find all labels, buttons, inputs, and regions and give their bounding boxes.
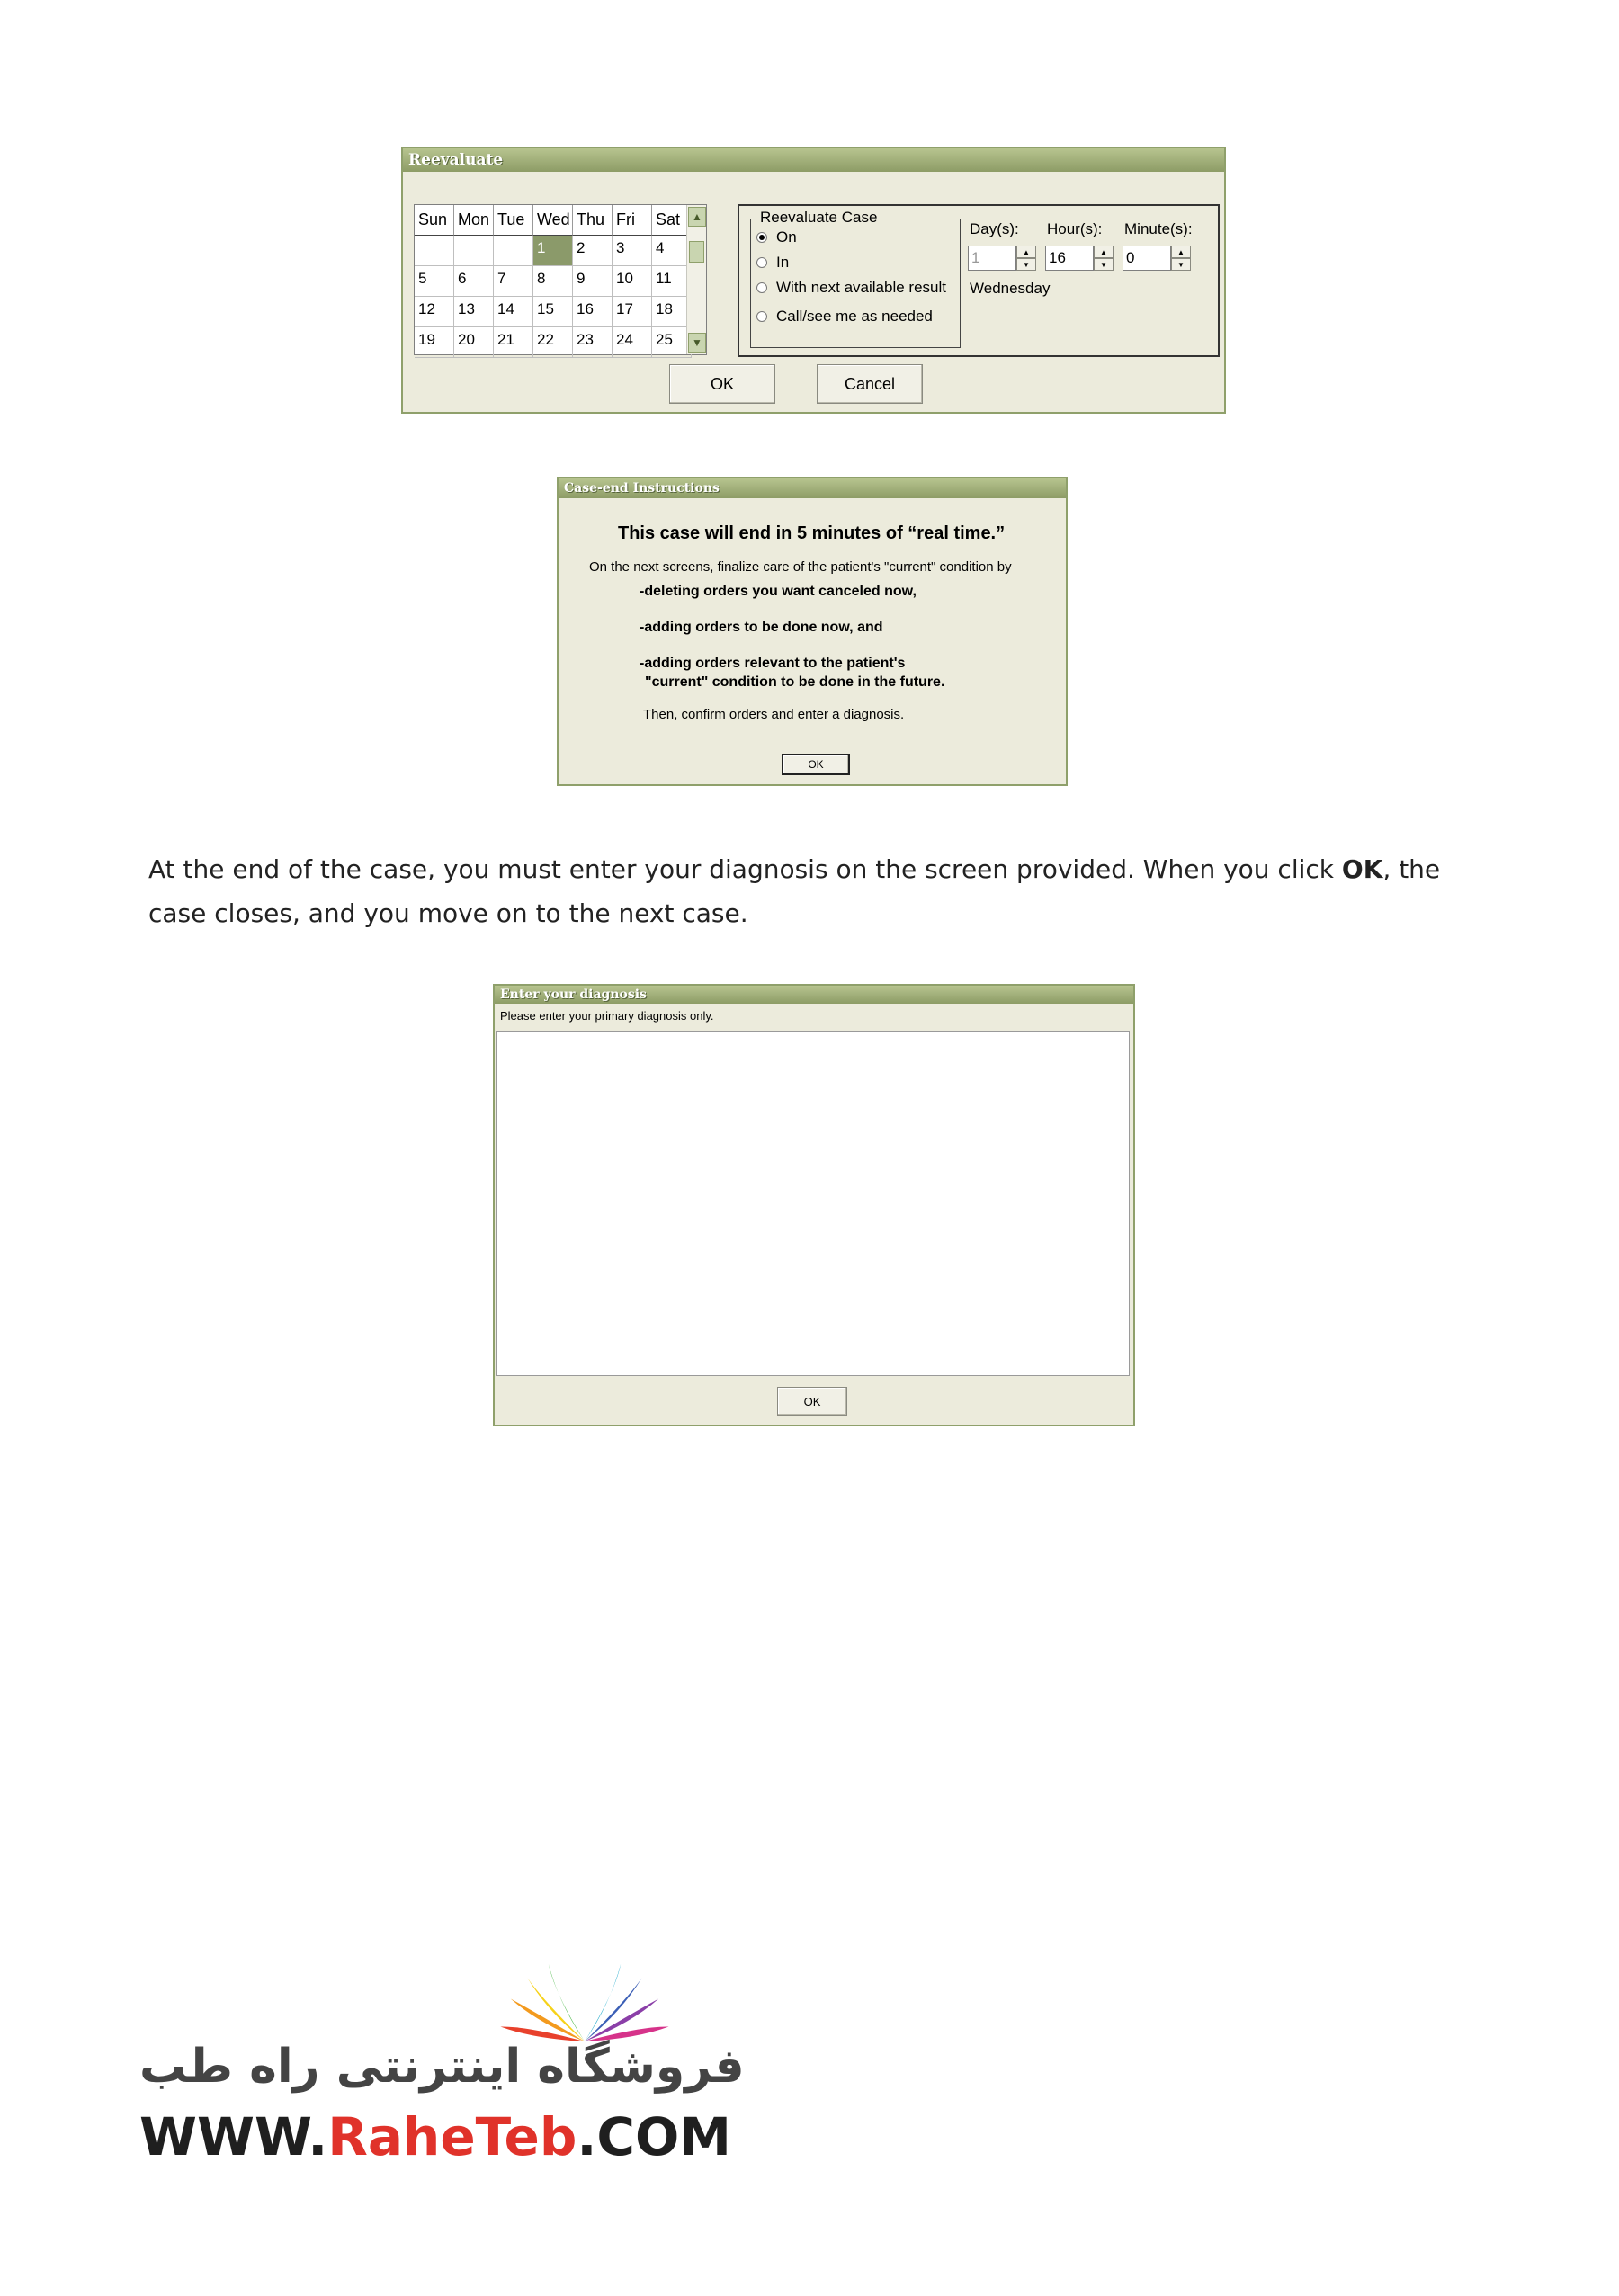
case-end-intro: On the next screens, finalize care of the patient's "current" condition by <box>589 559 1012 575</box>
calendar-day-cell[interactable]: 2 <box>573 236 613 266</box>
hours-stepper[interactable] <box>1045 246 1114 271</box>
calendar-header-cell: Sat <box>652 205 692 236</box>
hours-input[interactable]: 16 <box>1045 246 1094 271</box>
calendar-header-cell: Wed <box>533 205 573 236</box>
case-end-title: Case-end Instructions <box>559 478 1066 498</box>
diagnosis-dialog <box>493 984 1135 1426</box>
calendar-header-cell: Mon <box>454 205 494 236</box>
case-end-item-1: -deleting orders you want canceled now, <box>640 584 917 599</box>
diagnosis-title: Enter your diagnosis <box>495 986 1133 1004</box>
calendar-empty-cell <box>415 236 454 266</box>
reevaluate-settings-frame <box>738 204 1220 357</box>
calendar-day-cell[interactable]: 14 <box>494 297 533 327</box>
case-end-heading: This case will end in 5 minutes of “real time.” <box>618 523 1006 543</box>
calendar-day-cell[interactable]: 22 <box>533 327 573 358</box>
calendar-day-cell[interactable]: 21 <box>494 327 533 358</box>
calendar-day-cell[interactable]: 13 <box>454 297 494 327</box>
reevaluate-case-group-title: Reevaluate Case <box>760 209 878 226</box>
days-label: Day(s): <box>970 220 1019 237</box>
book-logo-icon <box>486 1952 684 2050</box>
logo-url-suffix: .COM <box>577 2106 732 2167</box>
diagnosis-textarea[interactable] <box>496 1031 1130 1376</box>
case-end-dialog <box>557 477 1068 786</box>
calendar-day-cell[interactable]: 19 <box>415 327 454 358</box>
calendar <box>414 204 707 355</box>
reevaluate-option-1[interactable] <box>756 254 789 272</box>
calendar-day-cell[interactable]: 24 <box>613 327 652 358</box>
days-stepper[interactable] <box>968 246 1036 271</box>
logo-persian-text: فروشگاه اینترنتی راه طب <box>139 2040 745 2094</box>
logo-url-prefix: WWW. <box>139 2106 328 2167</box>
paragraph-ok-emphasis: OK <box>1341 854 1383 884</box>
calendar-day-cell[interactable]: 12 <box>415 297 454 327</box>
hours-up-icon[interactable]: ▲ <box>1094 246 1114 258</box>
calendar-day-cell[interactable]: 8 <box>533 266 573 297</box>
calendar-day-cell[interactable]: 9 <box>573 266 613 297</box>
reevaluate-option-label: In <box>776 254 790 271</box>
calendar-day-cell[interactable]: 1 <box>533 236 573 266</box>
reevaluate-option-label: On <box>776 228 797 246</box>
calendar-header-cell: Tue <box>494 205 533 236</box>
calendar-grid <box>415 205 690 358</box>
days-input[interactable]: 1 <box>968 246 1016 271</box>
reevaluate-option-label: Call/see me as needed <box>776 308 933 325</box>
calendar-day-cell[interactable]: 7 <box>494 266 533 297</box>
minutes-stepper[interactable] <box>1123 246 1191 271</box>
case-end-footer: Then, confirm orders and enter a diagnosis. <box>643 707 905 722</box>
reevaluate-option-2[interactable] <box>756 279 946 297</box>
calendar-day-cell[interactable]: 4 <box>652 236 692 266</box>
case-end-item-3b: "current" condition to be done in the future. <box>645 675 945 690</box>
calendar-scrollbar[interactable] <box>686 205 706 354</box>
calendar-empty-cell <box>454 236 494 266</box>
reevaluate-option-0[interactable] <box>756 228 797 246</box>
radio-icon[interactable] <box>756 282 767 293</box>
logo-url-brand: RaheTeb <box>327 2106 577 2167</box>
radio-icon[interactable] <box>756 311 767 322</box>
calendar-day-cell[interactable]: 25 <box>652 327 692 358</box>
weekday-label: Wednesday <box>970 280 1051 297</box>
calendar-day-cell[interactable]: 11 <box>652 266 692 297</box>
days-up-icon[interactable]: ▲ <box>1016 246 1036 258</box>
scroll-up-icon[interactable]: ▲ <box>688 207 706 227</box>
reevaluate-dialog <box>401 147 1226 414</box>
calendar-day-cell[interactable]: 5 <box>415 266 454 297</box>
calendar-day-cell[interactable]: 23 <box>573 327 613 358</box>
calendar-day-cell[interactable]: 10 <box>613 266 652 297</box>
reevaluate-case-group <box>750 209 961 348</box>
minutes-input[interactable]: 0 <box>1123 246 1171 271</box>
hours-down-icon[interactable]: ▼ <box>1094 258 1114 271</box>
reevaluate-body <box>403 172 1224 412</box>
ok-button[interactable]: OK <box>669 364 775 404</box>
scroll-down-icon[interactable]: ▼ <box>688 333 706 353</box>
minutes-label: Minute(s): <box>1124 220 1193 237</box>
calendar-day-cell[interactable]: 16 <box>573 297 613 327</box>
radio-icon[interactable] <box>756 232 767 243</box>
radio-icon[interactable] <box>756 257 767 268</box>
calendar-day-cell[interactable]: 20 <box>454 327 494 358</box>
logo-website-url <box>139 2106 731 2167</box>
reevaluate-option-label: With next available result <box>776 279 946 296</box>
calendar-day-cell[interactable]: 3 <box>613 236 652 266</box>
calendar-header-cell: Thu <box>573 205 613 236</box>
diagnosis-ok-button[interactable]: OK <box>777 1387 847 1416</box>
calendar-header-cell: Sun <box>415 205 454 236</box>
case-end-item-2: -adding orders to be done now, and <box>640 620 883 635</box>
scroll-thumb[interactable] <box>689 241 704 263</box>
calendar-empty-cell <box>494 236 533 266</box>
days-down-icon[interactable]: ▼ <box>1016 258 1036 271</box>
calendar-header-cell: Fri <box>613 205 652 236</box>
paragraph-text-start: At the end of the case, you must enter your diagnosis on the screen provided. When you click <box>148 854 1342 884</box>
calendar-day-cell[interactable]: 18 <box>652 297 692 327</box>
logo-leaf <box>585 1964 621 2041</box>
case-end-ok-button[interactable]: OK <box>782 754 850 775</box>
instruction-paragraph <box>148 847 1480 935</box>
minutes-up-icon[interactable]: ▲ <box>1171 246 1191 258</box>
minutes-down-icon[interactable]: ▼ <box>1171 258 1191 271</box>
calendar-day-cell[interactable]: 6 <box>454 266 494 297</box>
reevaluate-option-3[interactable] <box>756 308 933 326</box>
calendar-day-cell[interactable]: 17 <box>613 297 652 327</box>
calendar-day-cell[interactable]: 15 <box>533 297 573 327</box>
reevaluate-title: Reevaluate <box>403 148 1224 172</box>
case-end-item-3a: -adding orders relevant to the patient's <box>640 656 906 671</box>
cancel-button[interactable]: Cancel <box>817 364 923 404</box>
paragraph-text-end: , the case closes, and you move on to the next case. <box>148 854 1441 928</box>
diagnosis-prompt: Please enter your primary diagnosis only. <box>500 1009 714 1023</box>
logo-leaf <box>549 1964 585 2041</box>
hours-label: Hour(s): <box>1047 220 1103 237</box>
